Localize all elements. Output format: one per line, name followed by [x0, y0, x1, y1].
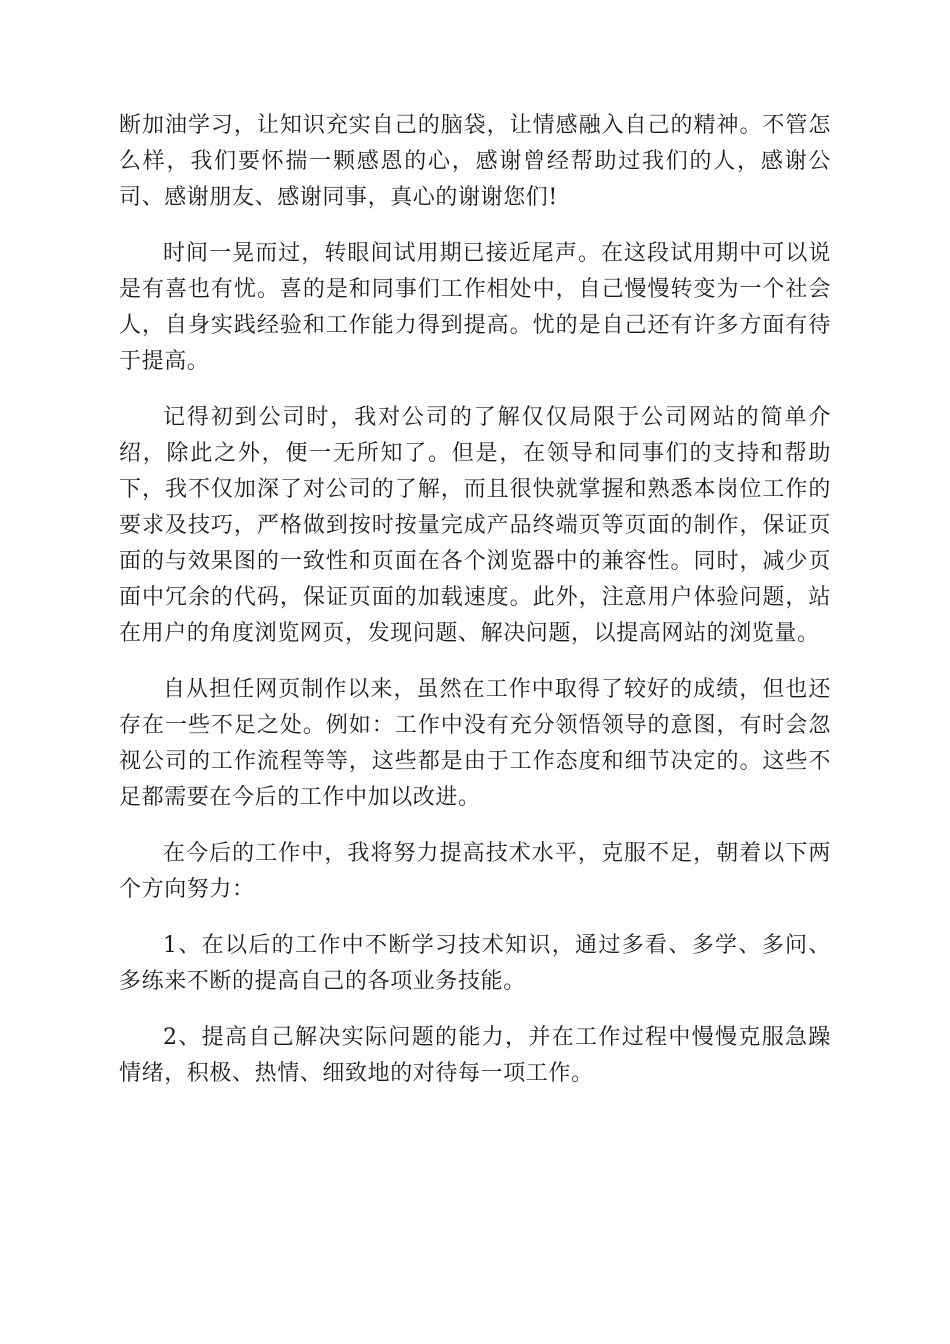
- paragraph-4: 自从担任网页制作以来，虽然在工作中取得了较好的成绩，但也还存在一些不足之处。例如：工作中没有充分领悟领导的意图，有时会忽视公司的工作流程等等，这些都是由于工作态度和细节决定的。这些不足都需要在今后的工作中加以改进。: [119, 677, 831, 810]
- paragraph-2: 时间一晃而过，转眼间试用期已接近尾声。在这段试用期中可以说是有喜也有忧。喜的是和同事们工作相处中，自己慢慢转变为一个社会人，自身实践经验和工作能力得到提高。忧的是自己还有许多方面有待于提高。: [119, 241, 831, 374]
- list-item-1: 1、在以后的工作中不断学习技术知识，通过多看、多学、多问、多练来不断的提高自己的各项业务技能。: [119, 933, 831, 994]
- paragraph-1: 断加油学习，让知识充实自己的脑袋，让情感融入自己的精神。不管怎么样，我们要怀揣一颗感恩的心，感谢曾经帮助过我们的人，感谢公司、感谢朋友、感谢同事，真心的谢谢您们!: [119, 113, 831, 210]
- paragraph-3: 记得初到公司时，我对公司的了解仅仅局限于公司网站的简单介绍，除此之外，便一无所知了。但是，在领导和同事们的支持和帮助下，我不仅加深了对公司的了解，而且很快就掌握和熟悉本岗位工作的要求及技巧，严格做到按时按量完成产品终端页等页面的制作，保证页面的与效果图的一致性和页面在各个浏览器中的兼容性。同时，减少页面中冗余的代码，保证页面的加载速度。此外，注意用户体验问题，站在用户的角度浏览网页，发现问题、解决问题，以提高网站的浏览量。: [119, 405, 831, 646]
- document-body: [119, 108, 831, 1112]
- list-item-2: 2、提高自己解决实际问题的能力，并在工作过程中慢慢克服急躁情绪，积极、热情、细致地的对待每一项工作。: [119, 1025, 831, 1086]
- paragraph-5: 在今后的工作中，我将努力提高技术水平，克服不足，朝着以下两个方向努力：: [119, 841, 831, 902]
